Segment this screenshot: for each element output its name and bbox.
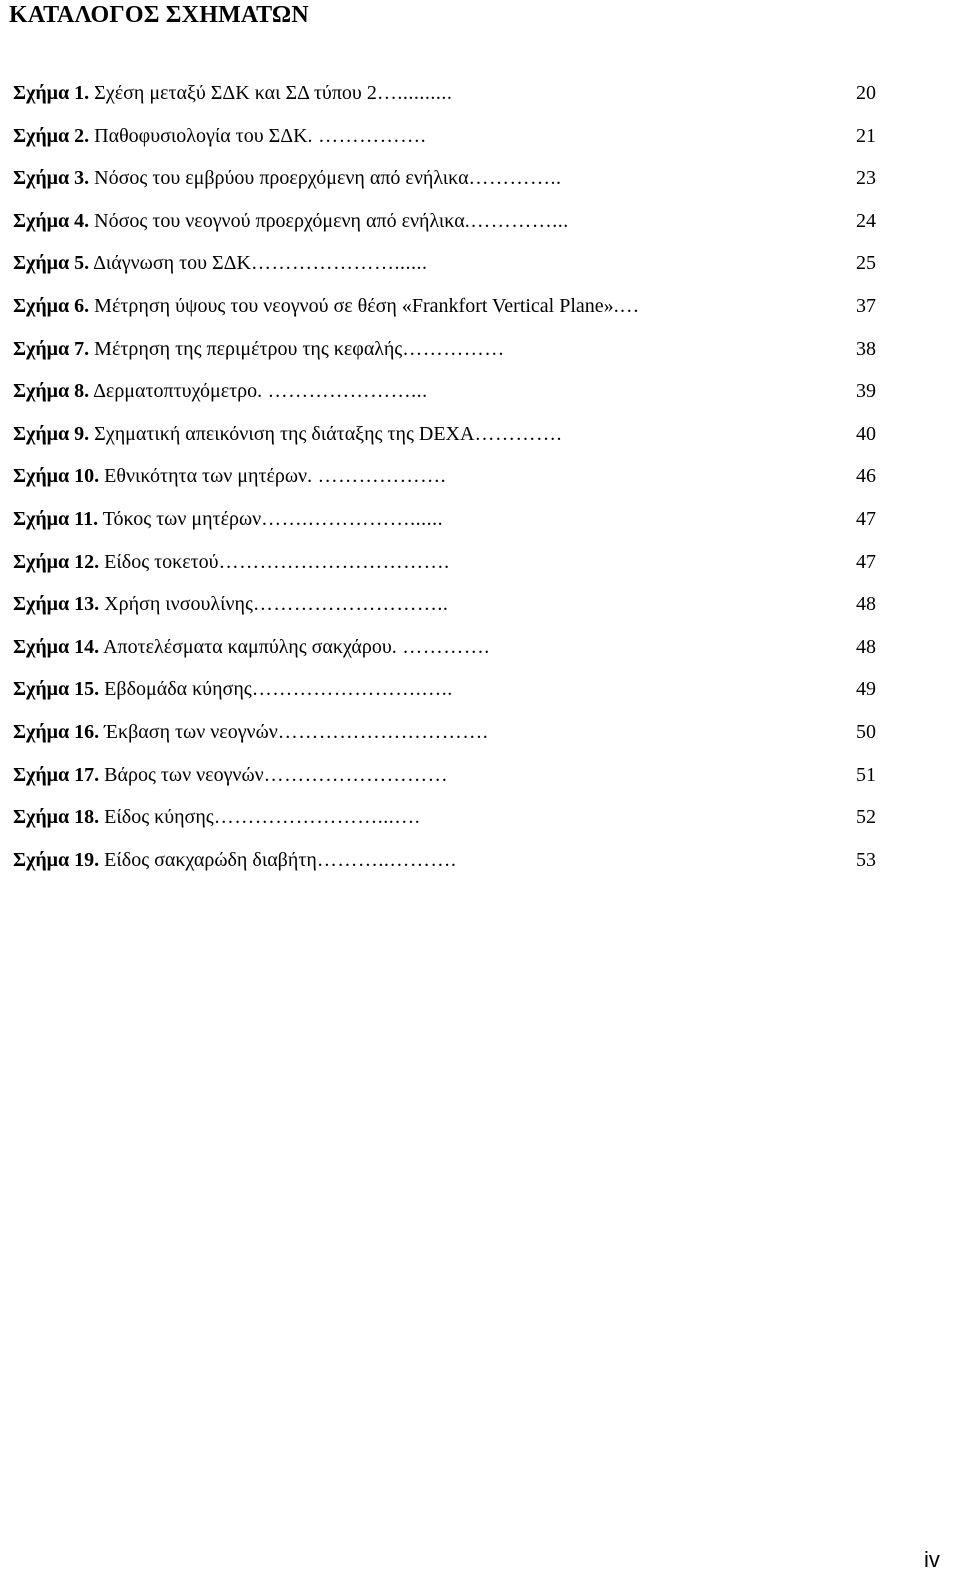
figure-prefix: Σχήμα	[13, 294, 70, 317]
dot-leader: ………….	[474, 422, 562, 445]
figure-prefix: Σχήμα	[13, 848, 70, 871]
figure-caption: Μέτρηση της περιμέτρου της κεφαλής	[89, 337, 403, 360]
page-number: 52	[856, 806, 876, 829]
page-number: 20	[856, 82, 876, 104]
figure-number: 16.	[74, 720, 100, 743]
page-number: 25	[856, 252, 876, 275]
figure-label	[13, 423, 89, 445]
figure-caption: Βάρος των νεογνών	[99, 763, 264, 786]
toc-entry	[13, 118, 883, 161]
page-number: 51	[856, 763, 876, 786]
figure-number: 1.	[74, 82, 90, 104]
figure-caption: Χρήση ινσουλίνης	[99, 593, 253, 616]
figure-caption: Είδος τοκετού	[99, 550, 219, 573]
figure-caption: Σχέση μεταξύ ΣΔΚ και ΣΔ τύπου 2	[89, 82, 377, 104]
figure-caption: Διάγνωση του ΣΔΚ	[89, 252, 251, 275]
figure-caption: Έκβαση των νεογνών	[99, 720, 278, 743]
toc-entry	[13, 160, 883, 203]
figure-label	[13, 806, 99, 828]
toc-entry	[13, 203, 883, 246]
figure-label	[13, 125, 89, 147]
dot-leader: …………….	[312, 124, 427, 147]
dot-leader: ……………	[402, 337, 505, 360]
toc-entry	[13, 331, 883, 374]
page-number-footer: iv	[924, 1547, 940, 1572]
dot-leader: …………………………….	[218, 550, 450, 573]
page-number: 46	[856, 465, 876, 488]
toc-entry	[13, 75, 883, 118]
figure-list	[13, 75, 883, 884]
dot-leader: …..........	[376, 82, 453, 104]
figure-caption: Εβδομάδα κύησης	[99, 678, 252, 701]
dot-leader: ……………………...….	[213, 806, 421, 829]
figure-prefix: Σχήμα	[13, 806, 70, 829]
dot-leader: ………….	[396, 635, 490, 658]
figure-prefix: Σχήμα	[13, 635, 70, 658]
figure-caption: Είδος κύησης	[99, 806, 214, 829]
page-number: 48	[856, 635, 876, 658]
page-number: 39	[856, 380, 876, 403]
figure-label	[13, 338, 89, 360]
figure-prefix: Σχήμα	[13, 422, 70, 445]
figure-number: 13.	[74, 593, 100, 616]
toc-entry	[13, 458, 883, 501]
dot-leader: ………..……….	[316, 848, 457, 871]
figure-label	[13, 210, 89, 232]
figure-prefix: Σχήμα	[13, 82, 70, 104]
figure-label	[13, 721, 99, 743]
figure-label	[13, 678, 99, 700]
figure-label	[13, 508, 98, 530]
figure-prefix: Σχήμα	[13, 380, 70, 403]
dot-leader: ………………………..	[252, 593, 449, 616]
figure-label	[13, 295, 89, 317]
figure-number: 2.	[74, 124, 90, 147]
figure-prefix: Σχήμα	[13, 763, 70, 786]
figure-prefix: Σχήμα	[13, 124, 70, 147]
figure-number: 19.	[74, 848, 100, 871]
toc-entry	[13, 245, 883, 288]
page-number: 40	[856, 422, 876, 445]
figure-label	[13, 465, 99, 487]
figure-label	[13, 82, 89, 104]
dot-leader: ……………….	[312, 465, 447, 488]
toc-entry	[13, 799, 883, 842]
figure-caption: Εθνικότητα των μητέρων.	[99, 465, 313, 488]
page-number: 24	[856, 209, 876, 232]
figure-label	[13, 167, 89, 189]
figure-prefix: Σχήμα	[13, 678, 70, 701]
dot-leader: …….……………......	[261, 507, 444, 530]
figure-number: 4.	[74, 209, 90, 232]
toc-entry	[13, 501, 883, 544]
figure-prefix: Σχήμα	[13, 507, 70, 530]
figure-caption: Δερματοπτυχόμετρο.	[89, 380, 263, 403]
toc-entry	[13, 544, 883, 587]
dot-leader: …………………….…..	[251, 678, 453, 701]
figure-prefix: Σχήμα	[13, 252, 70, 275]
page-number: 49	[856, 678, 876, 701]
figure-label	[13, 636, 99, 658]
figure-number: 10.	[74, 465, 100, 488]
dot-leader: .…	[613, 294, 640, 317]
figure-caption: Νόσος του νεογνού προερχόμενη από ενήλικα	[89, 209, 465, 232]
figure-prefix: Σχήμα	[13, 465, 70, 488]
figure-caption: Τόκος των μητέρων	[98, 507, 262, 530]
page-number: 50	[856, 720, 876, 743]
figure-number: 11.	[74, 507, 99, 530]
figure-number: 6.	[74, 294, 90, 317]
figure-number: 15.	[74, 678, 100, 701]
figure-number: 14.	[74, 635, 100, 658]
figure-caption: Νόσος του εμβρύου προερχόμενη από ενήλικα	[89, 167, 469, 190]
figure-number: 3.	[74, 167, 90, 190]
figure-prefix: Σχήμα	[13, 337, 70, 360]
figure-label	[13, 252, 89, 274]
dot-leader: .…………...	[464, 209, 569, 232]
page-number: 37	[856, 294, 876, 317]
page-number: 23	[856, 167, 876, 190]
figure-number: 7.	[74, 337, 90, 360]
toc-entry	[13, 671, 883, 714]
dot-leader: …………………...	[262, 380, 428, 403]
figure-caption: Αποτελέσματα καμπύλης σακχάρου.	[99, 635, 397, 658]
figure-caption: Είδος σακχαρώδη διαβήτη	[99, 848, 317, 871]
figure-prefix: Σχήμα	[13, 720, 70, 743]
toc-entry	[13, 288, 883, 331]
page-number: 21	[856, 124, 876, 147]
figure-number: 17.	[74, 763, 100, 786]
figure-label	[13, 764, 99, 786]
figure-caption: Σχηματική απεικόνιση της διάταξης της DEXA	[89, 422, 475, 445]
toc-entry	[13, 842, 883, 885]
toc-entry	[13, 416, 883, 459]
dot-leader: ………………………….	[277, 720, 489, 743]
toc-entry	[13, 757, 883, 800]
figure-prefix: Σχήμα	[13, 550, 70, 573]
page-number: 48	[856, 593, 876, 616]
figure-number: 12.	[74, 550, 100, 573]
toc-entry	[13, 629, 883, 672]
page-title: ΚΑΤΑΛΟΓΟΣ ΣΧΗΜΑΤΩΝ	[9, 2, 309, 28]
figure-number: 9.	[74, 422, 90, 445]
figure-number: 18.	[74, 806, 100, 829]
figure-prefix: Σχήμα	[13, 209, 70, 232]
figure-number: 8.	[74, 380, 90, 403]
figure-label	[13, 551, 99, 573]
figure-number: 5.	[74, 252, 90, 275]
figure-caption: Μέτρηση ύψους του νεογνού σε θέση «Frankfort Vertical Plane»	[89, 294, 614, 317]
page-number: 53	[856, 848, 876, 871]
dot-leader: ………………………	[263, 763, 449, 786]
figure-prefix: Σχήμα	[13, 593, 70, 616]
dot-leader: …………………......	[250, 252, 428, 275]
figure-prefix: Σχήμα	[13, 167, 70, 190]
figure-label	[13, 849, 99, 871]
figure-label	[13, 380, 89, 402]
dot-leader: …………..	[468, 167, 562, 190]
toc-entry	[13, 586, 883, 629]
page-number: 47	[856, 507, 876, 530]
figure-label	[13, 593, 99, 615]
toc-entry	[13, 373, 883, 416]
page-number: 47	[856, 550, 876, 573]
toc-entry	[13, 714, 883, 757]
figure-caption: Παθοφυσιολογία του ΣΔΚ.	[89, 124, 313, 147]
page-number: 38	[856, 337, 876, 360]
